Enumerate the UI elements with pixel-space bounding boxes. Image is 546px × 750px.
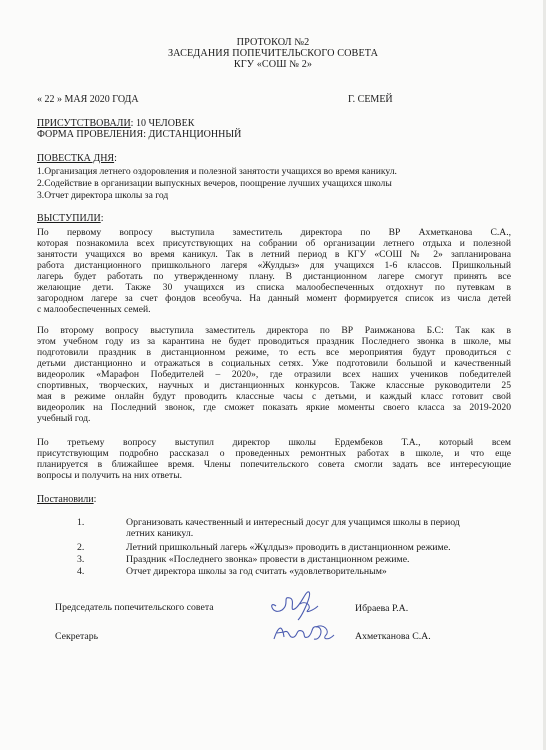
decision-item: Отчет директора школы за год считать «удовлетворительным» (126, 566, 387, 577)
decision-number: 3. (77, 554, 85, 565)
decision-number: 2. (77, 542, 85, 553)
agenda-colon: : (114, 153, 117, 164)
paragraph-line: загородном лагере за счет фондов всеобуча. На данный момент формируется список из числа детей (37, 293, 511, 304)
meeting-city: Г. СЕМЕЙ (348, 94, 393, 105)
decision-item: летних каникул. (126, 528, 194, 539)
agenda-heading (37, 153, 117, 164)
paragraph-line: спортивных, творческих, научных и дистанционных конкурсов. Также классные руководители 25 (37, 380, 511, 391)
agenda-item: 2.Содействие в организации выпускных вечеров, поощрение лучших учащихся школы (37, 178, 392, 189)
paragraph-line: лагерь будет работать по утвержденному плану. В дистанционном лагере смогут принять все (37, 271, 511, 282)
paragraph-line: желающие дети. Также 30 учащихся из списка малообеспеченных отдохнут по путевкам в (37, 282, 511, 293)
decision-heading (37, 494, 96, 505)
decision-colon: : (93, 494, 97, 505)
secretary-label: Секретарь (55, 631, 99, 642)
paragraph-line: детьми дистанционно и отражаться в социальных сетях. Уже подготовили большой и качественный (37, 358, 511, 369)
paragraph-line: которая познакомила всех присутствующих на собрании об организации летнего отдыха и полезной (37, 238, 511, 249)
speakers-heading (37, 213, 103, 224)
secretary-name: Ахметканова С.А. (355, 631, 431, 642)
school-name: КГУ «СОШ № 2» (233, 59, 313, 70)
paragraph-line: подготовили праздник в дистанционном режиме, то есть все мероприятия будут проводиться с (37, 347, 511, 358)
paragraph-line: занятости учащихся во время каникул. Так в летний период в КГУ «СОШ № 2» запланирована (37, 249, 511, 260)
paragraph-line: видеоролик на Последний звонок, где сможет показать яркие моменты своего класса за 2019-2020 (37, 402, 511, 413)
meeting-date: « 22 » МАЯ 2020 ГОДА (37, 94, 139, 105)
paragraph-line: видеоролик «Марафон Победителей – 2020», где отразили всех наших учеников победителей (37, 369, 511, 380)
attendance-line (37, 118, 194, 129)
paragraph-line: планируется в ближайшее время. Члены попечительского совета смогли задать все интересующие (37, 459, 511, 470)
paragraph-line: вопросы и получить на них ответы. (37, 470, 183, 481)
decision-item: Организовать качественный и интересный досуг для учащимся школы в период (126, 517, 460, 528)
agenda-item: 3.Отчет директора школы за год (37, 190, 169, 201)
paragraph-line: этом учебном году из за карантина не будет проводиться праздник Последнего звонка в школе, мы (37, 336, 511, 347)
agenda-item: 1.Организация летнего оздоровления и полезной занятости учащихся во время каникул. (37, 166, 397, 177)
paragraph-line: с малообеспеченных семей. (37, 304, 151, 315)
paragraph-line: По второму вопросу выступила заместитель директора по ВР Раимжанова Б.С: Так как в (37, 325, 511, 336)
paragraph-line: По третьему вопросу выступил директор школы Ердембеков Т.А., который всем (37, 437, 511, 448)
decision-item: Летний пришкольный лагерь «Жұлдыз» проводить в дистанционном режиме. (126, 542, 451, 553)
paragraph-line: По первому вопросу выступила заместитель директора по ВР Ахметканова С.А., (37, 227, 511, 238)
speaker-paragraph-2 (37, 325, 511, 424)
paragraph-line: мая в режиме онлайн будут проводить классные часы с детьми, и каждый класс готовит свой (37, 391, 511, 402)
attendance-value: : 10 ЧЕЛОВЕК (130, 118, 195, 129)
agenda-title: ПОВЕСТКА ДНЯ (37, 153, 115, 164)
speakers-colon: : (100, 213, 104, 224)
decision-number: 4. (77, 566, 85, 577)
paragraph-line: работа дистанционного пришкольного лагеря «Жулдыз» для учащихся 1-6 классов. Пришкольный (37, 260, 511, 271)
meeting-form: ФОРМА ПРОВЕЛЕНИЯ: ДИСТАНЦИОННЫЙ (37, 129, 242, 140)
speaker-paragraph-3 (37, 437, 511, 481)
paragraph-line: присутствующим подробно рассказал о проведенных ремонтных работах в школе, и что еще (37, 448, 511, 459)
secretary-signature-icon (268, 617, 340, 647)
decision-title: Постановили (37, 494, 94, 505)
attendance-label: ПРИСУТСТВОВАЛИ (37, 118, 131, 129)
chair-name: Ибраева Р.А. (355, 603, 409, 614)
speaker-paragraph-1 (37, 227, 511, 315)
chair-label: Председатель попечительского совета (55, 602, 214, 613)
speakers-title: ВЫСТУПИЛИ (37, 213, 101, 224)
meeting-title: ЗАСЕДАНИЯ ПОПЕЧИТЕЛЬСКОГО СОВЕТА (167, 48, 379, 59)
decision-item: Праздник «Последнего звонка» провести в дистанционном режиме. (126, 554, 410, 565)
decision-number: 1. (77, 517, 85, 528)
paragraph-line: учебный год. (37, 413, 91, 424)
protocol-title: ПРОТОКОЛ №2 (236, 37, 310, 48)
